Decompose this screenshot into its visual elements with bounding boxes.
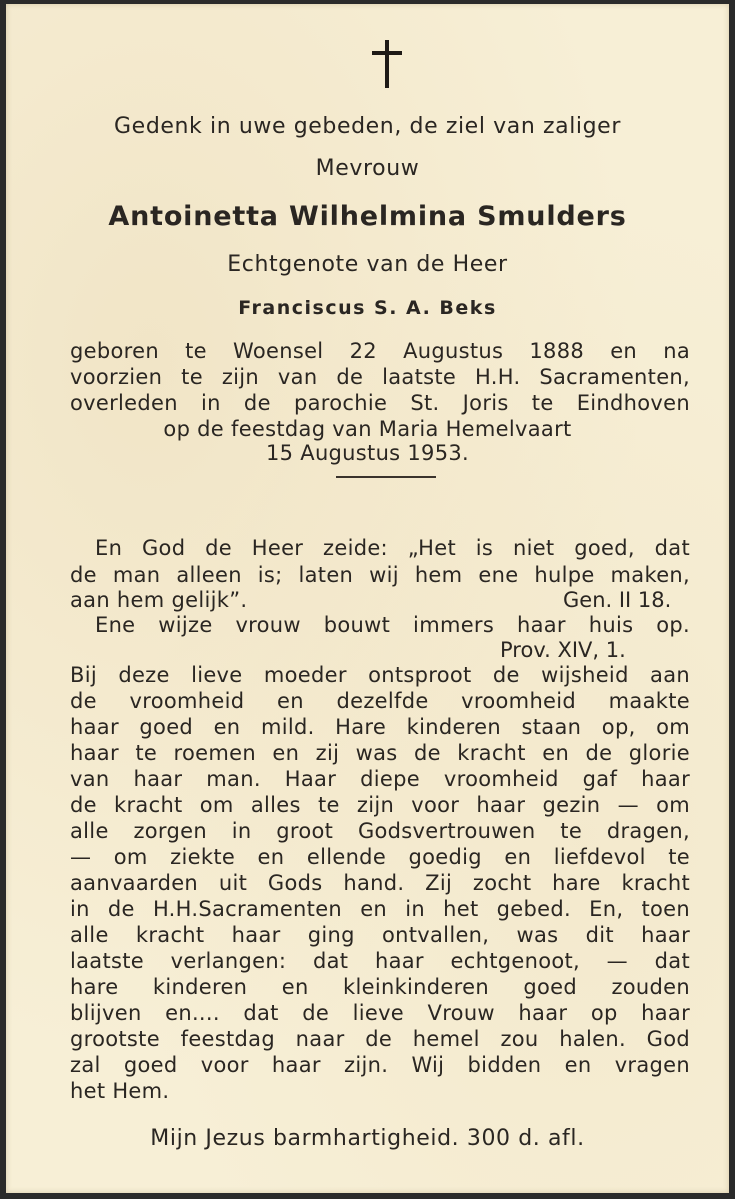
body-line: alle zorgen in groot Godsvertrouwen te dragen, bbox=[70, 819, 690, 843]
body-line: in de H.H.Sacramenten en in het gebed. En, toen bbox=[70, 897, 690, 921]
memorial-card bbox=[6, 4, 729, 1193]
bio-line: op de feestdag van Maria Hemelvaart bbox=[163, 417, 572, 441]
body-line: haar te roemen en zij was de kracht en de glorie bbox=[70, 741, 690, 765]
opening-line: Gedenk in uwe gebeden, de ziel van zaliger bbox=[114, 114, 621, 139]
deceased-name: Antoinetta Wilhelmina Smulders bbox=[108, 201, 627, 232]
divider bbox=[336, 476, 436, 478]
quote-reference: Gen. II 18. bbox=[563, 588, 672, 612]
bio-line: overleden in de parochie St. Joris te Eindhoven bbox=[70, 391, 690, 415]
spouse-name: Franciscus S. A. Beks bbox=[238, 297, 497, 319]
closing-prayer: Mijn Jezus barmhartigheid. 300 d. afl. bbox=[150, 1126, 585, 1151]
spouse-intro: Echtgenote van de Heer bbox=[227, 252, 508, 277]
body-line: de kracht om alles te zijn voor haar gezin — om bbox=[70, 793, 690, 817]
quote-line: de man alleen is; laten wij hem ene hulpe maken, bbox=[70, 563, 690, 587]
body-line: — om ziekte en ellende goedig en liefdevol te bbox=[70, 845, 690, 869]
body-line: grootste feestdag naar de hemel zou halen. God bbox=[70, 1027, 690, 1051]
body-line: van haar man. Haar diepe vroomheid gaf haar bbox=[70, 767, 690, 791]
body-line: Bij deze lieve moeder ontsproot de wijsheid aan bbox=[70, 663, 690, 687]
quote-reference: Prov. XIV, 1. bbox=[500, 638, 626, 662]
body-line: de vroomheid en dezelfde vroomheid maakte bbox=[70, 689, 690, 713]
body-line: alle kracht haar ging ontvallen, was dit haar bbox=[70, 923, 690, 947]
body-line: het Hem. bbox=[70, 1079, 170, 1103]
honorific: Mevrouw bbox=[315, 156, 420, 181]
body-line: haar goed en mild. Hare kinderen staan op, om bbox=[70, 715, 690, 739]
cross-icon bbox=[372, 40, 402, 90]
body-line: blijven en.... dat de lieve Vrouw haar op haar bbox=[70, 1001, 690, 1025]
bio-line: 15 Augustus 1953. bbox=[265, 441, 470, 465]
body-line: hare kinderen en kleinkinderen goed zouden bbox=[70, 975, 690, 999]
body-line: laatste verlangen: dat haar echtgenoot, — dat bbox=[70, 949, 690, 973]
body-line: zal goed voor haar zijn. Wij bidden en vragen bbox=[70, 1053, 690, 1077]
body-line: aanvaarden uit Gods hand. Zij zocht hare kracht bbox=[70, 871, 690, 895]
bio-line: voorzien te zijn van de laatste H.H. Sacramenten, bbox=[70, 365, 690, 389]
quote-line: aan hem gelijk”. bbox=[70, 588, 248, 612]
quote-line: Ene wijze vrouw bouwt immers haar huis op. bbox=[95, 613, 690, 637]
bio-line: geboren te Woensel 22 Augustus 1888 en na bbox=[70, 339, 690, 363]
quote-line: En God de Heer zeide: „Het is niet goed, dat bbox=[95, 536, 690, 560]
